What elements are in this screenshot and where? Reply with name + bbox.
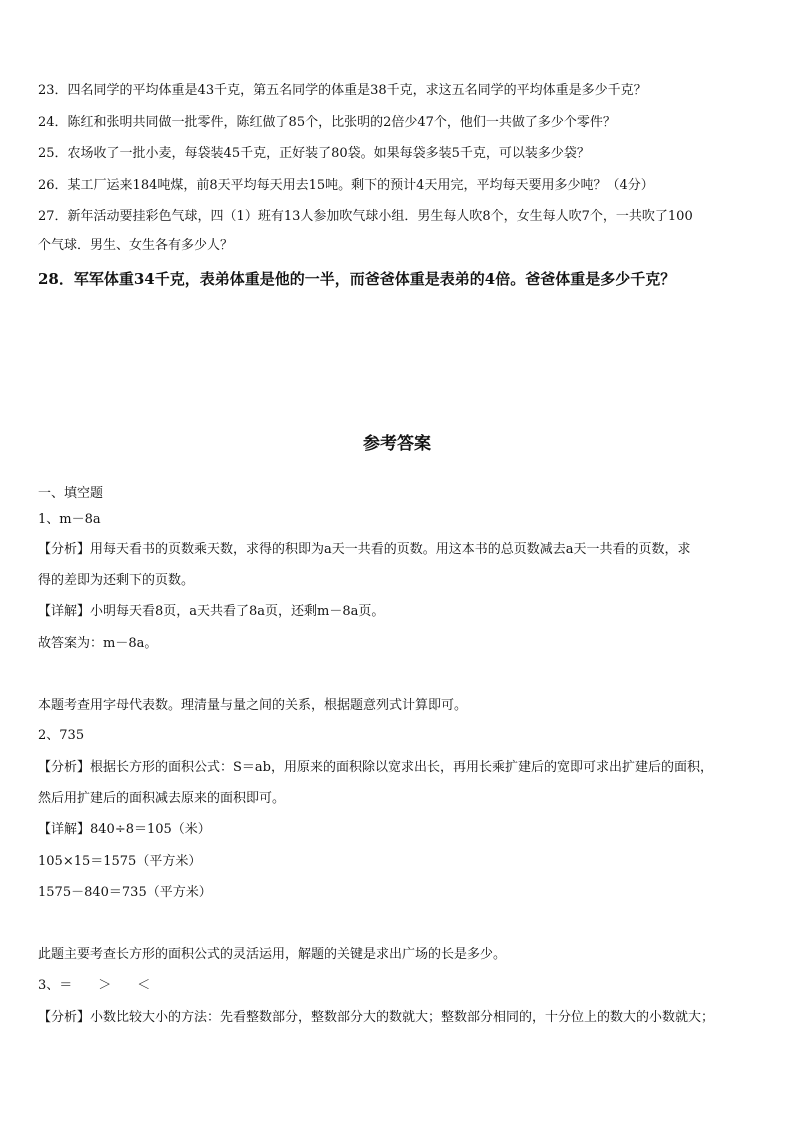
- answer-1-conclusion: 故答案为：m－8a。: [38, 636, 158, 651]
- question-25: 25．农场收了一批小麦，每袋装45千克，正好装了80袋。如果每袋多装5千克，可以装多少袋？: [38, 146, 590, 161]
- answer-3-analysis: 【分析】小数比较大小的方法：先看整数部分，整数部分大的数就大；整数部分相同的，十分位上的数大的小数就大；: [38, 1010, 715, 1025]
- question-27-line-1: 27．新年活动要挂彩色气球，四（1）班有13人参加吹气球小组．男生每人吹8个，女生每人吹7个，一共吹了100: [38, 209, 693, 224]
- section-heading: 一、填空题: [38, 486, 104, 501]
- question-28: 28．军军体重34千克，表弟体重是他的一半，而爸爸体重是表弟的4倍。爸爸体重是多少千克？: [38, 270, 676, 288]
- answer-2-detail-step-2: 105×15＝1575（平方米）: [38, 854, 202, 869]
- question-24: 24．陈红和张明共同做一批零件，陈红做了85个，比张明的2倍少47个，他们一共做了多少个零件？: [38, 115, 616, 130]
- answer-2: 2、735: [38, 728, 85, 743]
- question-23: 23．四名同学的平均体重是43千克，第五名同学的体重是38千克，求这五名同学的平均体重是多少千克？: [38, 83, 647, 98]
- answer-1-note: 本题考查用字母代表数。理清量与量之间的关系，根据题意列式计算即可。: [38, 698, 468, 713]
- answer-1: 1、m－8a: [38, 512, 101, 527]
- answer-3: 3、＝ ＞ ＜: [38, 978, 151, 993]
- answers-title: 参考答案: [363, 434, 431, 454]
- answer-1-analysis-line-1: 【分析】用每天看书的页数乘天数，求得的积即为a天一共看的页数。用这本书的总页数减去a天一共看的页数，求: [38, 542, 691, 557]
- answer-1-detail: 【详解】小明每天看8页，a天共看了8a页，还剩m－8a页。: [38, 604, 385, 619]
- answer-2-analysis-line-1: 【分析】根据长方形的面积公式：S＝ab，用原来的面积除以宽求出长，再用长乘扩建后的宽即可求出扩建后的面积，: [38, 760, 713, 775]
- question-26: 26．某工厂运来184吨煤，前8天平均每天用去15吨。剩下的预计4天用完，平均每天要用多少吨？（4分）: [38, 178, 654, 193]
- answer-2-analysis-line-2: 然后用扩建后的面积减去原来的面积即可。: [38, 791, 286, 806]
- answer-2-detail-step-3: 1575－840＝735（平方米）: [38, 885, 212, 900]
- answer-2-note: 此题主要考查长方形的面积公式的灵活运用，解题的关键是求出广场的长是多少。: [38, 947, 507, 962]
- question-27-line-2: 个气球．男生、女生各有多少人？: [38, 238, 234, 253]
- answer-1-analysis-line-2: 得的差即为还剩下的页数。: [38, 573, 195, 588]
- answer-2-detail-step-1: 【详解】840÷8＝105（米）: [38, 822, 211, 837]
